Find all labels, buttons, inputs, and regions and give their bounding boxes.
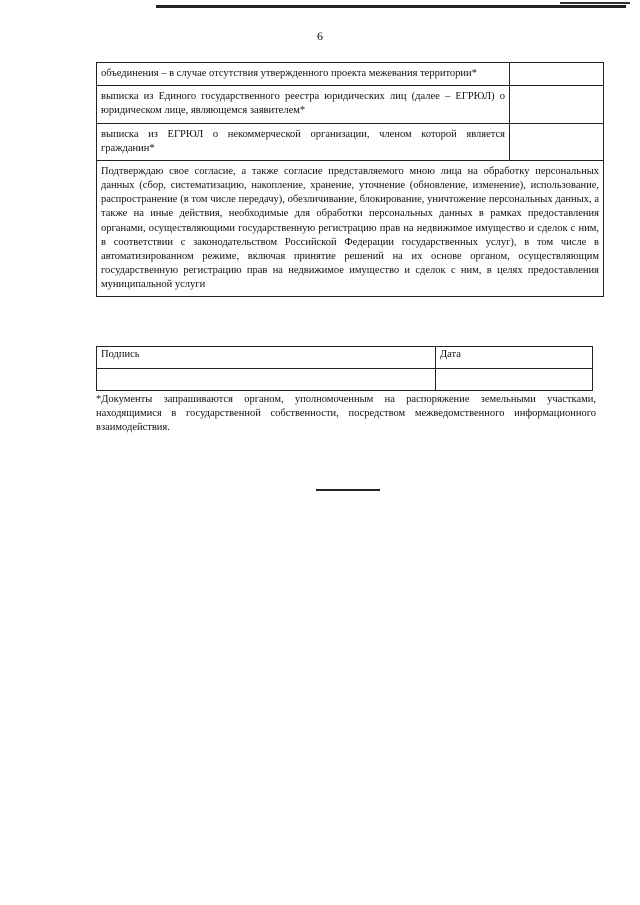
signature-field[interactable] — [97, 369, 436, 391]
table-row — [97, 123, 604, 160]
scan-artifact-line — [156, 5, 626, 8]
signature-table — [96, 346, 593, 391]
table-row — [97, 63, 604, 86]
document-mark-cell[interactable] — [510, 63, 604, 86]
document-mark-cell[interactable] — [510, 86, 604, 123]
date-label: Дата — [436, 347, 593, 369]
table-row — [97, 86, 604, 123]
signature-header-row — [97, 347, 593, 369]
document-description: выписка из ЕГРЮЛ о некоммерческой организации, членом которой является гражданин* — [97, 123, 510, 160]
document-description: выписка из Единого государственного реестра юридических лиц (далее – ЕГРЮЛ) о юридическом лице, являющемся заявителем* — [97, 86, 510, 123]
signature-label: Подпись — [97, 347, 436, 369]
consent-row — [97, 160, 604, 297]
documents-table — [96, 62, 604, 297]
date-field[interactable] — [436, 369, 593, 391]
page-number: 6 — [317, 29, 323, 43]
scan-artifact-line-secondary — [560, 2, 630, 4]
document-mark-cell[interactable] — [510, 123, 604, 160]
end-of-document-rule — [316, 489, 380, 491]
document-description: объединения – в случае отсутствия утвержденного проекта межевания территории* — [97, 63, 510, 86]
signature-input-row — [97, 369, 593, 391]
footnote: *Документы запрашиваются органом, уполномоченным на распоряжение земельными участками, находящимися в государственной собственности, посредством межведомственного информационного взаимодействия. — [96, 394, 596, 434]
personal-data-consent-text: Подтверждаю свое согласие, а также согласие представляемого мною лица на обработку персональных данных (сбор, систематизацию, накопление, хранение, уточнение (обновление, изменение), использование, распространение (в том числе передачу), обезличивание, блокирование, уничтожение персональных данных, а также на иные действия, необходимые для обработки персональных данных в рамках предоставления органами, осуществляющими государственную регистрацию прав на недвижимое имущество и сделок с ним, в соответствии с законодательством Российской Федерации государственных услуг), в том числе в автоматизированном режиме, включая принятие решений на их основе органом, осуществляющим государственную регистрацию прав на недвижимое имущество и сделок с ним, в целях предоставления муниципальной услуги — [97, 160, 604, 297]
